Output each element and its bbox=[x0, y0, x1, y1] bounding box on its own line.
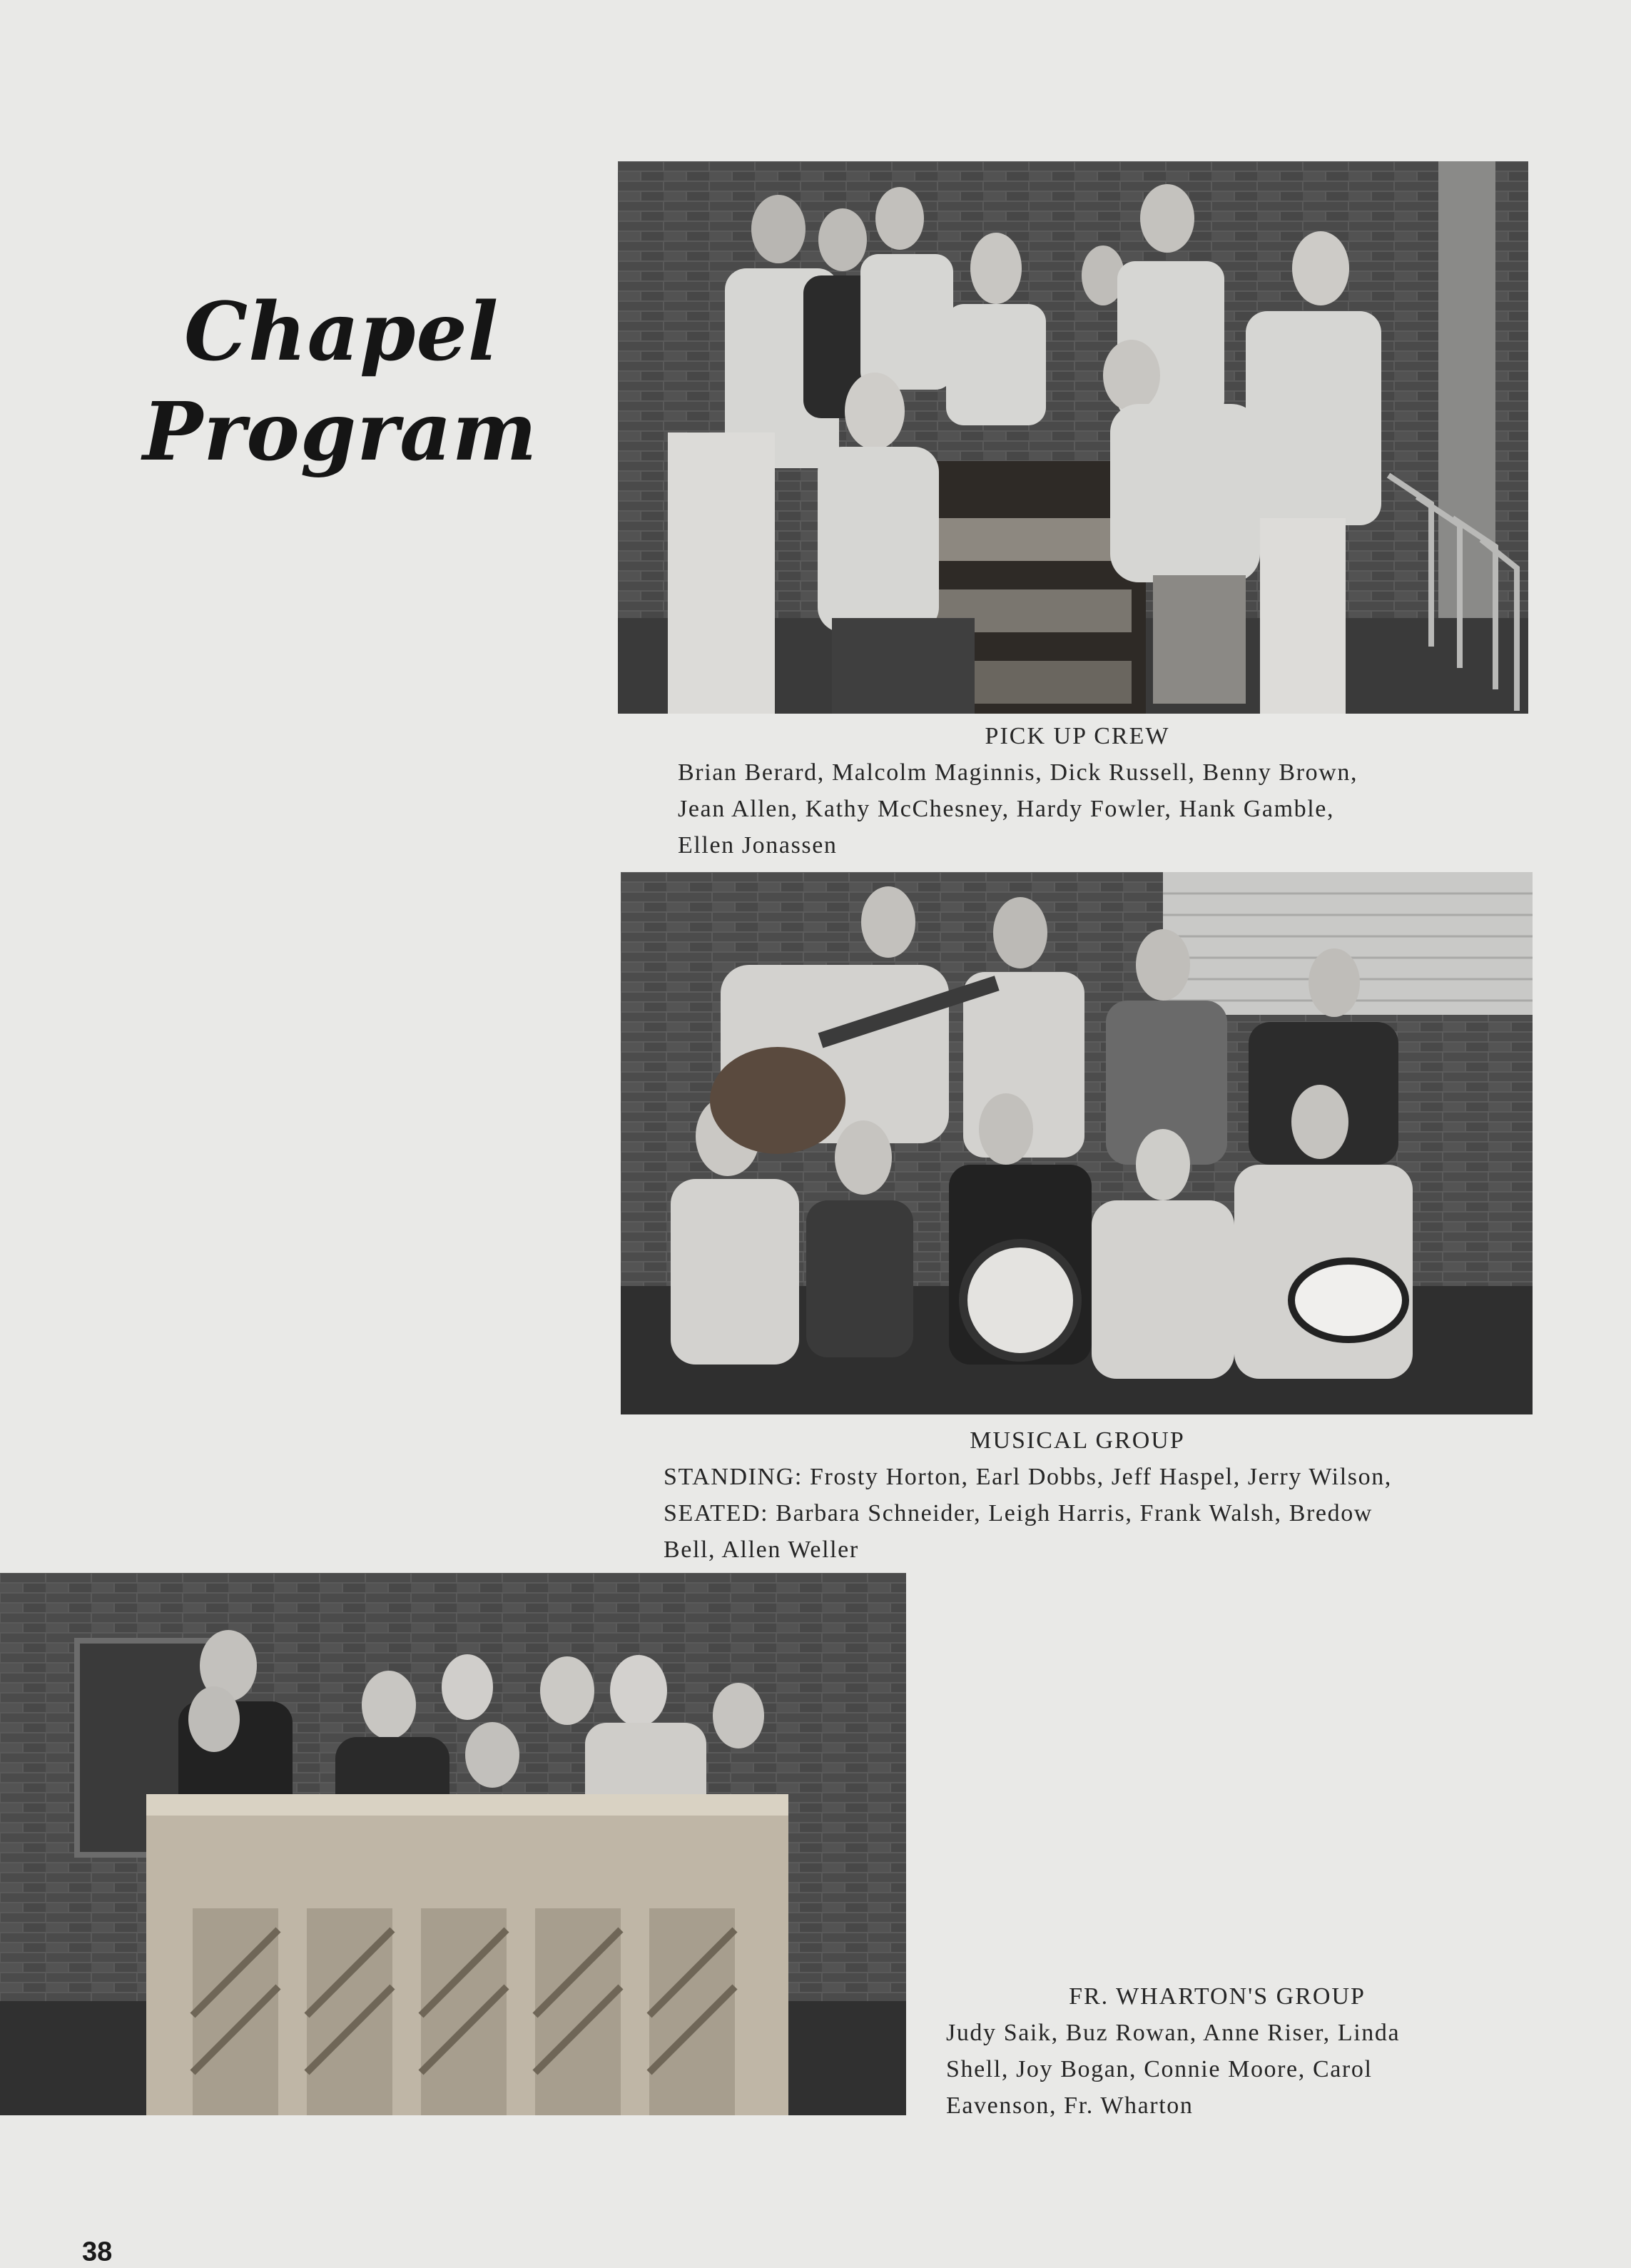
musical-group-names-line-3: Bell, Allen Weller bbox=[664, 1537, 859, 1563]
pick-up-crew-names-line-1: Brian Berard, Malcolm Maginnis, Dick Russell, Benny Brown, bbox=[678, 759, 1358, 786]
wharton-group-names-line-1: Judy Saik, Buz Rowan, Anne Riser, Linda bbox=[946, 2020, 1401, 2046]
pick-up-crew-names-line-3: Ellen Jonassen bbox=[678, 832, 838, 859]
musical-group-names-line-1: STANDING: Frosty Horton, Earl Dobbs, Jeff Haspel, Jerry Wilson, bbox=[664, 1464, 1392, 1490]
musical-group-photo bbox=[621, 872, 1533, 1414]
pick-up-crew-caption bbox=[678, 718, 1477, 864]
pick-up-crew-names-line-2: Jean Allen, Kathy McChesney, Hardy Fowler, Hank Gamble, bbox=[678, 796, 1335, 822]
musical-group-names-line-2: SEATED: Barbara Schneider, Leigh Harris, Frank Walsh, Bredow bbox=[664, 1500, 1373, 1527]
wharton-group-names-line-2: Shell, Joy Bogan, Connie Moore, Carol bbox=[946, 2056, 1373, 2082]
wharton-group-photo bbox=[0, 1573, 906, 2115]
page-title-line-2: Program bbox=[143, 385, 538, 479]
pick-up-crew-heading: PICK UP CREW bbox=[985, 723, 1170, 749]
wharton-group-names-line-3: Eavenson, Fr. Wharton bbox=[946, 2092, 1194, 2119]
musical-group-caption bbox=[664, 1422, 1491, 1568]
wharton-group-caption bbox=[946, 1978, 1488, 2124]
musical-group-heading: MUSICAL GROUP bbox=[970, 1427, 1185, 1454]
wharton-group-heading: FR. WHARTON'S GROUP bbox=[1069, 1983, 1366, 2010]
pick-up-crew-photo bbox=[618, 161, 1528, 714]
page-title bbox=[143, 285, 538, 479]
page-number: 38 bbox=[82, 2237, 113, 2267]
page-title-line-1: Chapel bbox=[184, 285, 499, 379]
